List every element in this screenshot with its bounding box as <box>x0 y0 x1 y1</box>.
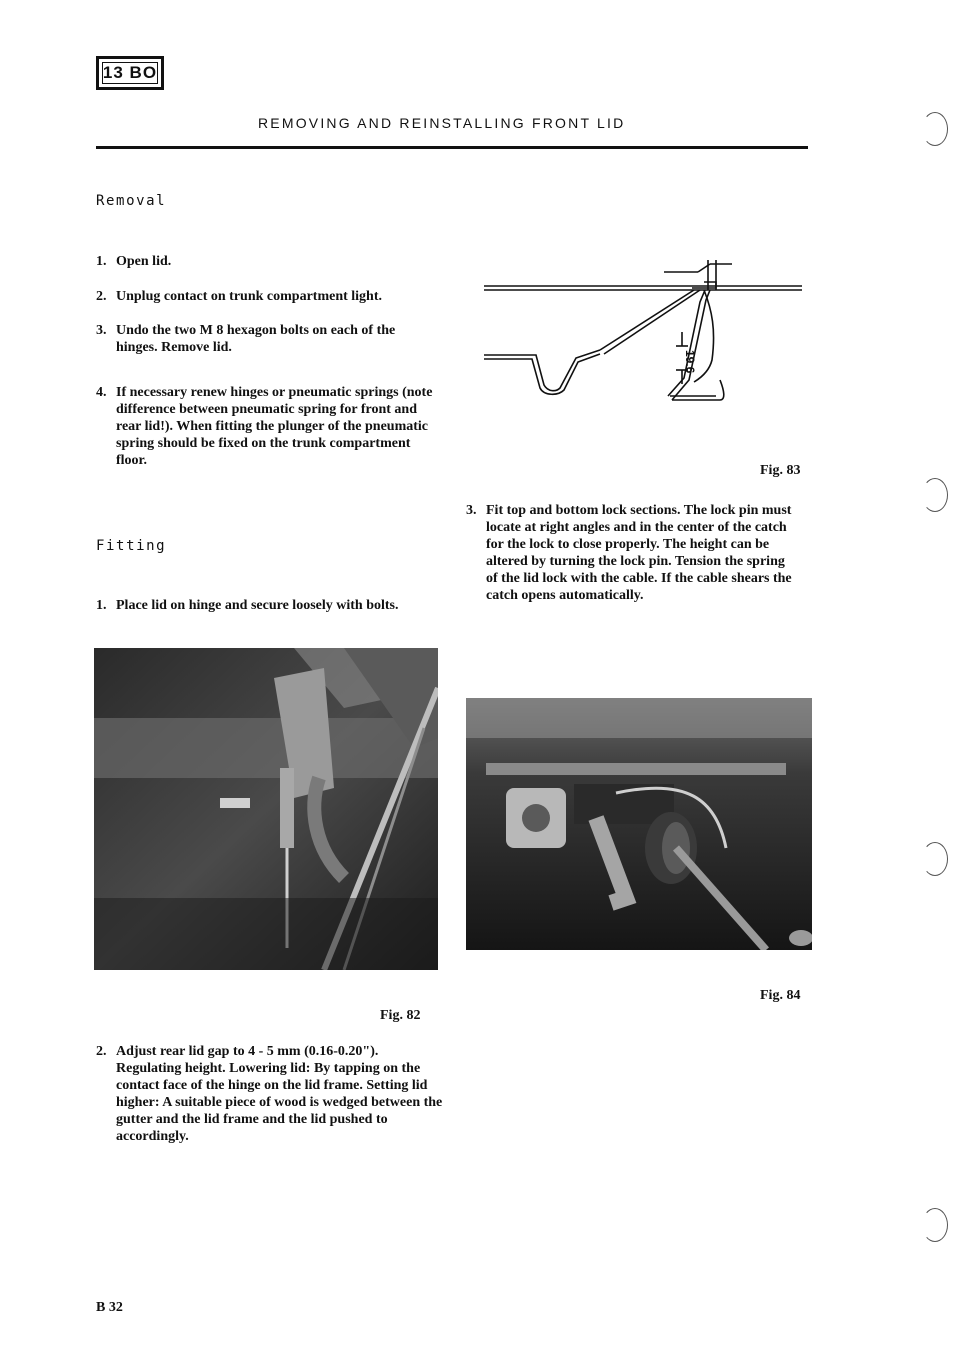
step-number: 1. <box>96 598 107 613</box>
fig-83-diagram <box>484 250 808 410</box>
fig-84-caption: Fig. 84 <box>760 988 801 1003</box>
removal-heading: Removal <box>96 193 167 209</box>
page-title: REMOVING AND REINSTALLING FRONT LID <box>258 115 626 131</box>
removal-step-1 <box>96 253 446 270</box>
fitting-heading: Fitting <box>96 538 167 554</box>
step-text: Undo the two M 8 hexagon bolts on each of the hinges. Remove lid. <box>116 323 396 355</box>
step-text: Unplug contact on trunk compartment light. <box>116 289 383 304</box>
step-number: 2. <box>96 289 107 304</box>
step-text: Place lid on hinge and secure loosely with bolts. <box>116 598 399 613</box>
fig-84-image <box>466 698 812 950</box>
removal-step-3 <box>96 322 436 356</box>
lock-photo-illustration <box>466 698 812 950</box>
hinge-photo-illustration <box>94 648 438 970</box>
removal-step-2 <box>96 288 446 305</box>
lid-section-drawing <box>484 250 808 410</box>
binder-hole <box>922 1208 948 1242</box>
fitting-step-3 <box>466 502 796 604</box>
fitting-step-1 <box>96 597 446 614</box>
step-number: 3. <box>96 323 107 338</box>
section-code-box <box>96 56 164 90</box>
step-text: If necessary renew hinges or pneumatic springs (note difference between pneumatic spring for front and rear lid!). When fitting the plunger of the pneumatic spring should be fixed on the trunk compartment floor. <box>116 385 433 468</box>
dimension-label: 19.6 <box>683 350 697 374</box>
step-number: 3. <box>466 503 477 518</box>
section-code: 13 BO <box>102 63 158 82</box>
header-rule <box>96 146 808 149</box>
binder-hole <box>922 478 948 512</box>
binder-hole <box>922 842 948 876</box>
step-text: Fit top and bottom lock sections. The lock pin must locate at right angles and in the center of the catch for the lock to close properly. The height can be altered by turning the lock pin. Tension the spring of the lid lock with the cable. If the cable shears the catch opens automatically. <box>486 503 792 603</box>
step-number: 2. <box>96 1044 107 1059</box>
step-number: 1. <box>96 254 107 269</box>
step-text: Adjust rear lid gap to 4 - 5 mm (0.16-0.20"). Regulating height. Lowering lid: By tapping on the contact face of the hinge on the lid frame. Setting lid higher: A suitable piece of wood is wedged between the gutter and the lid frame and the lid pushed to accordingly. <box>116 1044 443 1144</box>
fig-82-image <box>94 648 438 970</box>
step-text: Open lid. <box>116 254 172 269</box>
fitting-step-2 <box>96 1043 446 1145</box>
binder-hole <box>922 112 948 146</box>
fig-83-caption: Fig. 83 <box>760 463 801 478</box>
page-number: B 32 <box>96 1300 123 1315</box>
removal-step-4 <box>96 384 442 469</box>
step-number: 4. <box>96 385 107 400</box>
fig-82-caption: Fig. 82 <box>380 1008 421 1023</box>
